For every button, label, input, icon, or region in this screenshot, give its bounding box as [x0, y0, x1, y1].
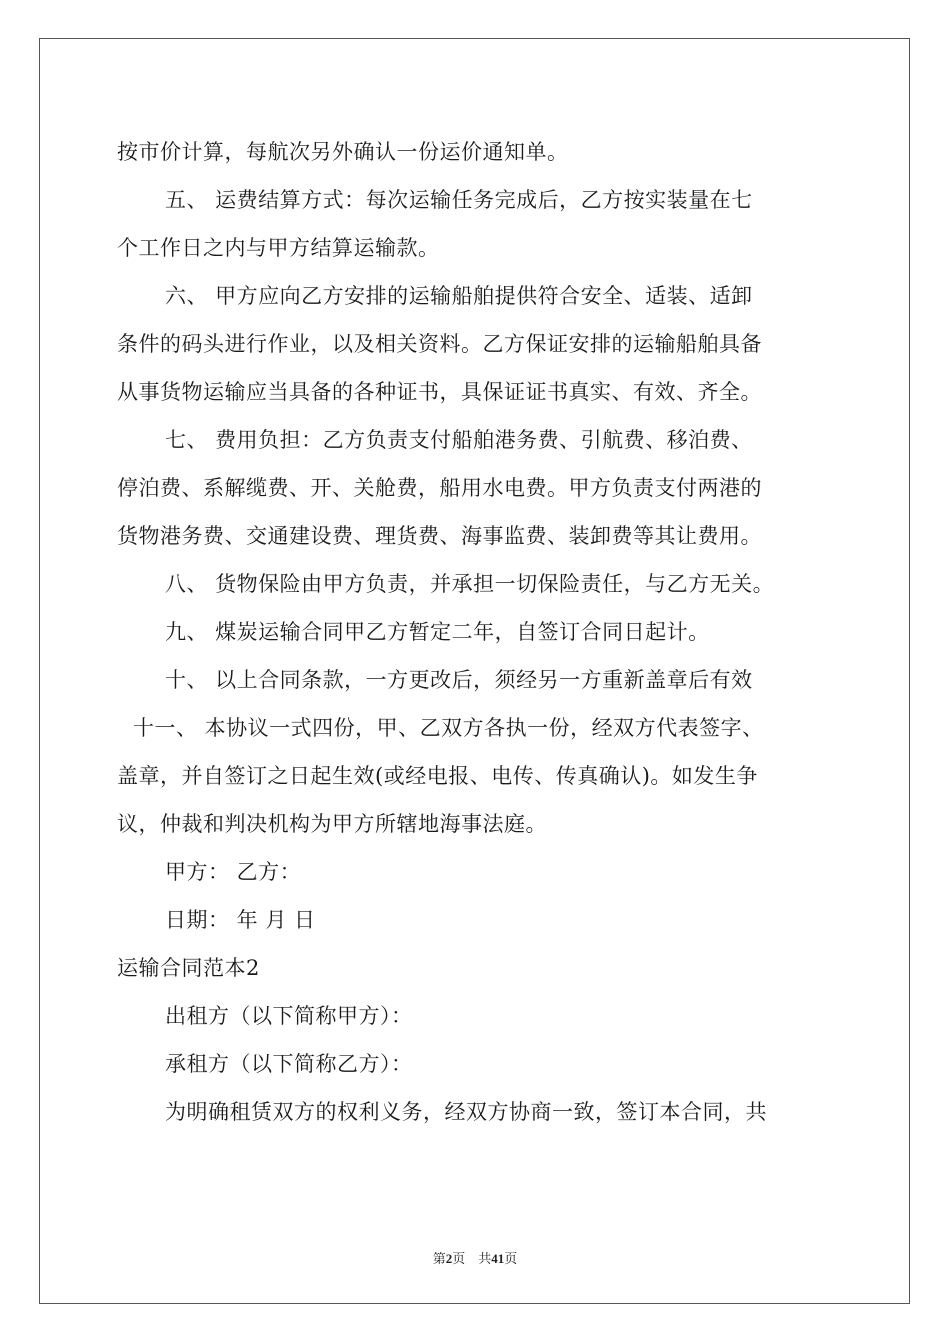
clause-11: 十一、 本协议一式四份，甲、乙双方各执一份，经双方代表签字、: [133, 716, 764, 740]
text-line: 货物港务费、交通建设费、理货费、海事监费、装卸费等其让费用。: [117, 524, 762, 548]
lessee-line: 承租方（以下简称乙方）：: [165, 1052, 413, 1076]
page-prefix: 第: [432, 1251, 446, 1266]
page-number: 2: [445, 1251, 453, 1266]
text-line: 条件的码头进行作业，以及相关资料。乙方保证安排的运输船舶具备: [117, 332, 762, 356]
page-unit: 页: [452, 1251, 466, 1266]
party-signature-line: 甲方： 乙方：: [165, 860, 302, 884]
section-heading: 运输合同范本2: [117, 956, 260, 980]
clause-9: 九、 煤炭运输合同甲乙方暂定二年，自签订合同日起计。: [165, 620, 710, 644]
text-line: 盖章，并自签订之日起生效(或经电报、电传、传真确认)。如发生争: [117, 764, 758, 788]
preamble-line: 为明确租赁双方的权利义务，经双方协商一致，签订本合同，共: [165, 1100, 767, 1124]
text-line: 从事货物运输应当具备的各种证书，具保证证书真实、有效、齐全。: [117, 380, 762, 404]
text-line: 停泊费、系解缆费、开、关舱费，船用水电费。甲方负责支付两港的: [117, 476, 762, 500]
total-prefix: 共: [478, 1251, 492, 1266]
total-pages: 41: [491, 1251, 505, 1266]
clause-5: 五、 运费结算方式：每次运输任务完成后，乙方按实装量在七: [165, 188, 753, 212]
clause-10: 十、 以上合同条款，一方更改后，须经另一方重新盖章后有效: [165, 668, 753, 692]
lessor-line: 出租方（以下简称甲方）：: [165, 1004, 413, 1028]
text-line: 按市价计算，每航次另外确认一份运价通知单。: [117, 140, 569, 164]
text-line: 个工作日之内与甲方结算运输款。: [117, 236, 440, 260]
date-line: 日期： 年 月 日: [165, 908, 316, 932]
clause-8: 八、 货物保险由甲方负责，并承担一切保险责任，与乙方无关。: [165, 572, 775, 596]
document-body: [117, 128, 837, 1136]
total-unit: 页: [504, 1251, 518, 1266]
page-footer: [0, 1248, 950, 1267]
text-line: 议，仲裁和判决机构为甲方所辖地海事法庭。: [117, 812, 547, 836]
clause-7: 七、 费用负担：乙方负责支付船舶港务费、引航费、移泊费、: [165, 428, 753, 452]
clause-6: 六、 甲方应向乙方安排的运输船舶提供符合安全、适装、适卸: [165, 284, 753, 308]
